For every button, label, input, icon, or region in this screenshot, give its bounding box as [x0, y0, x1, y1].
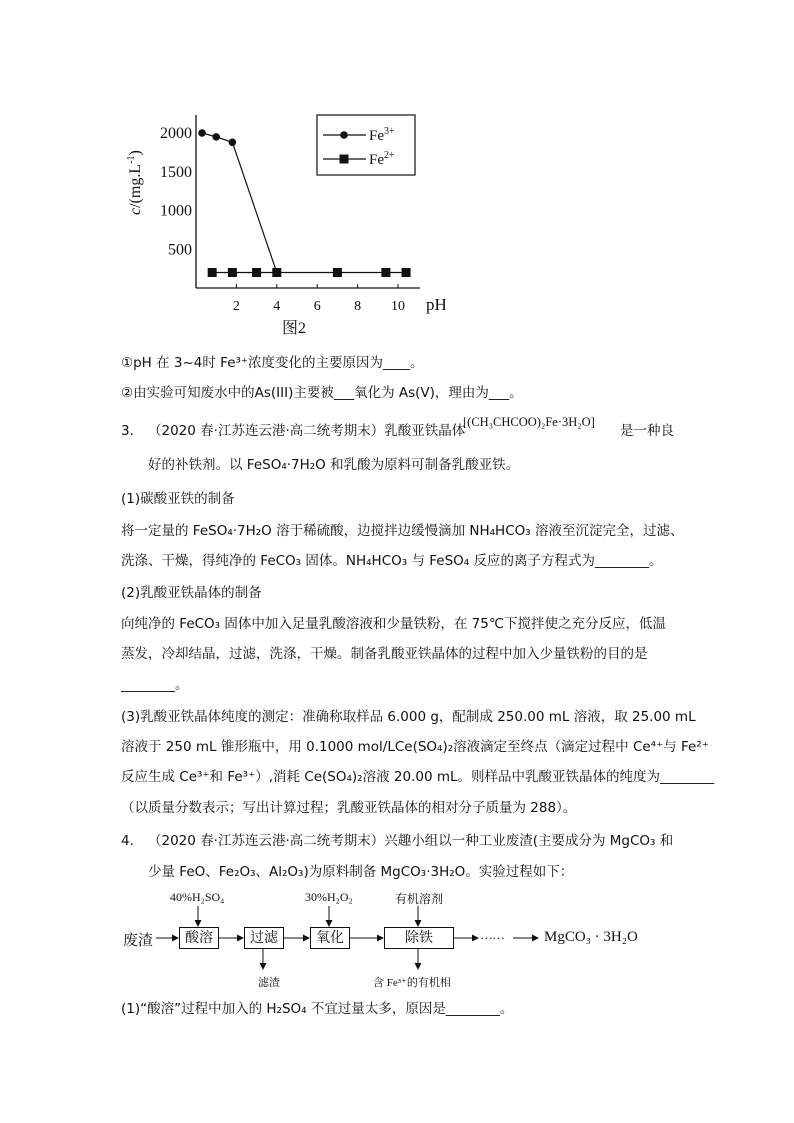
data-point-fe2: [228, 268, 237, 277]
q4-line-1: （2020 春·江苏连云港·高二统考期末）兴趣小组以一种工业废渣(主要成分为 MgCO₃ 和: [148, 833, 674, 849]
q3-part1-line1: 将一定量的 FeSO₄·7H₂O 溶于稀硫酸，边搅拌边缓慢滴加 NH₄HCO₃ 溶液至沉淀完全，过滤、: [121, 523, 684, 539]
flow-step-acid-dissolve: 酸溶: [179, 927, 219, 949]
series-line-fe3: [202, 133, 277, 273]
q3-part3-line2: 溶液于 250 mL 锥形瓶中，用 0.1000 mol/LCe(SO₄)₂溶液滴定至终点（滴定过程中 Ce⁴⁺与 Fe²⁺: [121, 739, 709, 755]
q3-intro-2: 好的补铁剂。以 FeSO₄·7H₂O 和乳酸为原料可制备乳酸亚铁。: [148, 457, 520, 473]
q3-intro-end: 是一种良: [620, 423, 674, 439]
x-tick-label: 10: [391, 299, 405, 314]
q3-number: 3.: [121, 423, 134, 439]
q3-part3-line3: 反应生成 Ce³⁺和 Fe³⁺）,消耗 Ce(SO₄)₂溶液 20.00 mL。则样品中乳酸亚铁晶体的纯度为________: [121, 769, 714, 785]
y-tick-label: 2000: [160, 125, 192, 142]
q3-part2-line2: 蒸发，冷却结晶，过滤，洗涤，干燥。制备乳酸亚铁晶体的过程中加入少量铁粉的目的是: [121, 646, 648, 662]
flow-start-waste: 废渣: [123, 933, 154, 949]
flow-step-remove-iron: 除铁: [384, 927, 454, 949]
q4-line-2: 少量 FeO、Fe₂O₃、Al₂O₃)为原料制备 MgCO₃·3H₂O。实验过程如下：: [148, 864, 574, 880]
data-point-fe2: [381, 268, 390, 277]
reagent-h2o2: 30%H₂O₂: [305, 890, 353, 904]
data-point-fe2: [333, 268, 342, 277]
x-axis-label: pH: [426, 295, 447, 314]
byproduct-filter-residue: 滤渣: [258, 977, 280, 989]
x-tick-label: 6: [313, 299, 321, 314]
q4-part1: (1)“酸溶”过程中加入的 H₂SO₄ 不宜过量太多，原因是________。: [121, 1001, 514, 1017]
data-point-fe3: [212, 133, 220, 141]
data-point-fe2: [272, 268, 281, 277]
q2-line-1: ①pH 在 3~4时 Fe³⁺浓度变化的主要原因为____。: [121, 355, 424, 371]
byproduct-organic-phase: 含 Fe³⁺的有机相: [373, 977, 451, 989]
q3-part2-line1: 向纯净的 FeCO₃ 固体中加入足量乳酸溶液和少量铁粉，在 75℃下搅拌使之充分反应，低温: [121, 616, 667, 632]
data-point-fe3: [229, 139, 237, 147]
legend-label-fe3: $Fe^{3+}$: [369, 126, 395, 144]
y-tick-label: 500: [168, 241, 192, 259]
legend: [317, 115, 415, 175]
legend-label-fe2: $Fe^{2+}$: [369, 150, 395, 168]
lactate-formula: [(CH₃CHCOO)₂Fe·3H₂O]: [463, 415, 595, 429]
q3-part2-line3: ________。: [121, 677, 189, 693]
q3-part1-title: (1)碳酸亚铁的制备: [121, 491, 235, 507]
q3-part3-line1: (3)乳酸亚铁晶体纯度的测定：准确称取样品 6.000 g，配制成 250.00 mL 溶液，取 25.00 mL: [121, 709, 696, 725]
q2-line-2: ②由实验可知废水中的As(III)主要被___氧化为 As(V)，理由为___。: [121, 385, 523, 401]
data-point-fe2: [252, 268, 261, 277]
flow-step-filter: 过滤: [244, 927, 284, 949]
q4-number: 4.: [121, 833, 134, 849]
reagent-organic-solvent: 有机溶剂: [395, 892, 444, 906]
q3-part1-line2: 洗涤、干燥，得纯净的 FeCO₃ 固体。NH₄HCO₃ 与 FeSO₄ 反应的离子方程式为________。: [121, 553, 663, 569]
y-tick-label: 1000: [160, 202, 192, 220]
legend-marker-fe3: [340, 131, 348, 139]
data-point-fe2: [402, 268, 411, 277]
q3-part2-title: (2)乳酸亚铁晶体的制备: [121, 585, 262, 601]
y-tick-label: 1500: [160, 163, 192, 181]
flow-product: MgCO₃ · 3H₂O: [544, 929, 638, 945]
x-tick-label: 4: [273, 299, 281, 314]
chart-title: 图2: [282, 320, 307, 337]
flow-dots: ……: [480, 927, 504, 942]
q3-part3-line4: （以质量分数表示；写出计算过程；乳酸亚铁晶体的相对分子质量为 288）。: [121, 800, 577, 816]
x-tick-label: 8: [354, 299, 362, 314]
y-axis-label: $c/(mg.L^{-1})$: [126, 150, 144, 215]
data-point-fe2: [208, 268, 217, 277]
x-tick-label: 2: [232, 299, 240, 314]
reagent-h2so4: 40%H₂SO₄: [170, 890, 225, 904]
legend-marker-fe2: [340, 155, 349, 164]
data-point-fe3: [198, 129, 206, 137]
flow-step-oxidize: 氧化: [310, 927, 350, 949]
q3-source: （2020 春·江苏连云港·高二统考期末）乳酸亚铁晶体: [148, 423, 466, 439]
concentration-ph-chart: [100, 105, 460, 345]
